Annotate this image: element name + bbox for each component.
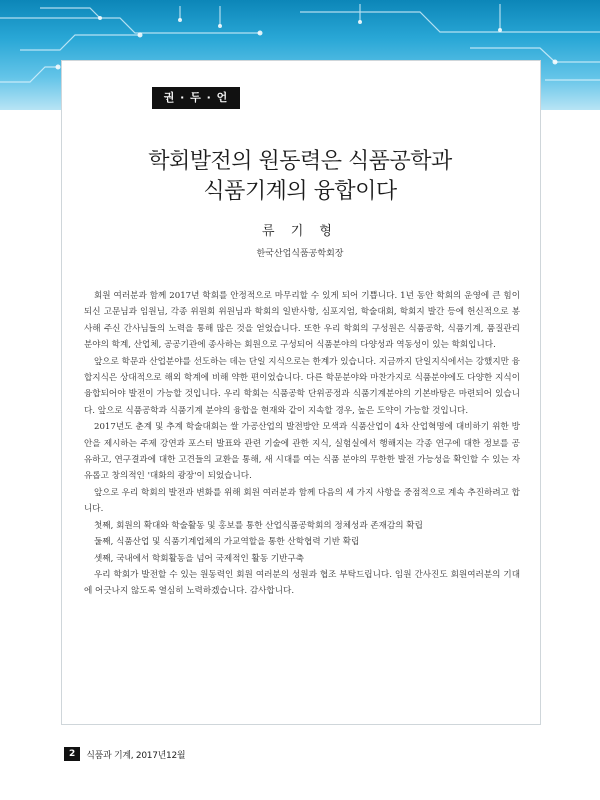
page-footer: [64, 747, 185, 761]
paragraph: 2017년도 춘계 및 추계 학술대회는 쌀 가공산업의 발전방안 모색과 식품산업이 4차 산업혁명에 대비하기 위한 방안을 제시하는 주제 강연과 포스터 발표와 관련 기술에 관한 지식, 실험실에서 행해지는 각종 연구에 대한 정보를 공유하고, 연구결과에 대한 고견들의 교환을 통해, 새 시대를 여는 식품 분야의 무한한 발전 가능성을 확인할 수 있는 자유롭고 창의적인 '대화의 광장'이 되었습니다.: [84, 422, 520, 482]
article-body: [84, 288, 520, 600]
paragraph: 앞으로 학문과 산업분야를 선도하는 데는 단일 지식으로는 한계가 있습니다. 지금까지 단일지식에서는 강했지만 융합지식은 상대적으로 해외 학계에 비해 약한 편이었습니다. 다른 학문분야와 마찬가지로 식품분야에도 다양한 지식이 융합되어야 발전이 가능할 것입니다. 우리 학회는 식품공학 단위공정과 식품기계분야의 기본바탕은 마련되어 있습니다. 앞으로 식품공학과 식품기계 분야의 융합을 현재와 같이 지속할 경우, 높은 도약이 가능할 것입니다.: [84, 356, 520, 416]
list-item: 둘째, 식품산업 및 식품기계업체의 가교역할을 통한 산학협력 기반 확립: [94, 537, 360, 548]
author-affiliation: 한국산업식품공학회장: [256, 249, 344, 259]
section-tag: 권 · 두 · 언: [152, 87, 240, 109]
page-number: 2: [64, 747, 80, 761]
list-item: 셋째, 국내에서 학회활동을 넘어 국제적인 활동 기반구축: [94, 553, 305, 564]
author-name: 류 기 형: [262, 224, 338, 239]
title-line-2: 식품기계의 융합이다: [203, 179, 397, 204]
list-item: 첫째, 회원의 확대와 학술활동 및 홍보를 통한 산업식품공학회의 정체성과 존재감의 확립: [94, 520, 423, 531]
paragraph: 회원 여러분과 함께 2017년 학회를 안정적으로 마무리할 수 있게 되어 기쁩니다. 1년 동안 학회의 운영에 큰 힘이 되신 고문님과 임원님, 각종 위원회 위원님과 학회의 일반사항, 심포지엄, 학술대회, 학회지 발간 등에 헌신적으로 봉사해 주신 간사님들의 노력을 통해 많은 것을 얻었습니다. 또한 우리 학회의 구성원은 식품공학, 식품기계, 품질관리 분야의 학계, 산업체, 공공기관에 종사하는 회원으로 구성되어 식품분야의 다양성과 역동성이 있는 학회입니다.: [84, 291, 520, 351]
paragraph: 앞으로 우리 학회의 발전과 변화를 위해 회원 여러분과 함께 다음의 세 가지 사항을 중점적으로 계속 추진하려고 합니다.: [84, 487, 520, 515]
publication-label: 식품과 기계, 2017년12월: [86, 750, 186, 761]
title-line-1: 학회발전의 원동력은 식품공학과: [148, 149, 452, 174]
closing-paragraph: 우리 학회가 발전할 수 있는 원동력인 회원 여러분의 성원과 협조 부탁드립니다. 임원 간사진도 회원여러분의 기대에 어긋나지 않도록 열심히 노력하겠습니다. 감사합니다.: [84, 569, 520, 597]
article-title: [80, 147, 520, 207]
